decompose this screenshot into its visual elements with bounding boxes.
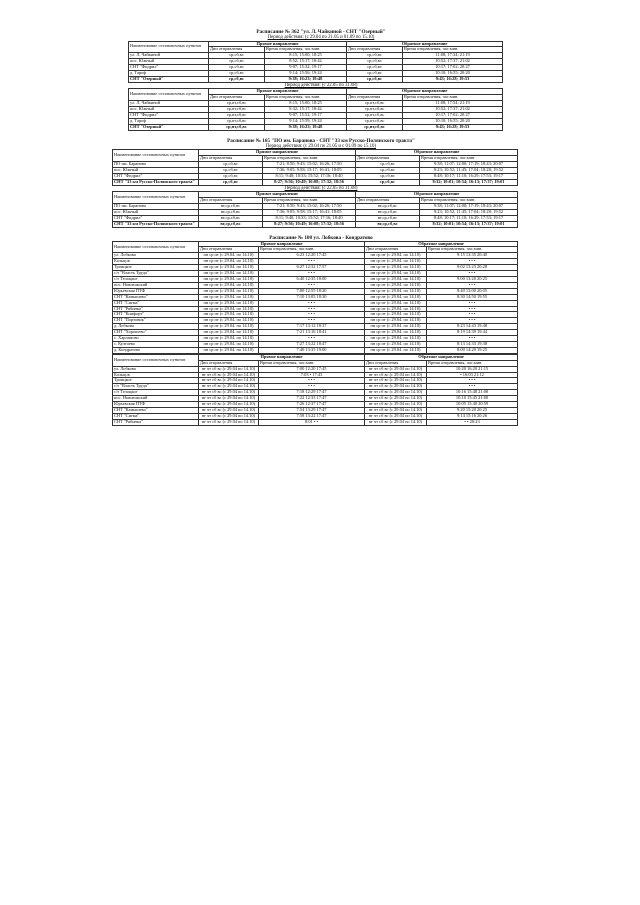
return-times-cell: • • • [427,378,518,384]
departure-times-cell: • • • [259,271,365,277]
return-days-cell: ср,пт,сб,вс [347,101,403,107]
departure-times-cell: 7:26 12:37 17:47 [259,402,365,408]
schedule-108-table-1 [112,241,518,354]
departure-times-cell: • • • [259,300,365,306]
header-stops: Наименование остановочных пунктов [113,192,199,204]
departure-days-cell: вт чт сб вс (с 29.04 по 14.10) [199,366,259,372]
departure-times-cell: 9:07; 15:32; 19:17 [265,65,347,71]
table-row [129,76,503,82]
return-times-cell: 9:15 13:35 20:40 [427,253,518,259]
header-days: Дни отправления [209,47,265,53]
departure-days-cell: пн ср пт (с 29.04. по 14.10) [199,265,259,271]
stop-name-cell: Кольцов [113,259,199,265]
return-times-cell: 9:20 15:20 20:25 [427,407,518,413]
return-times-cell: • 16:03 21:12 [427,372,518,378]
return-times-cell: • • • [427,300,518,306]
header-stops: Наименование остановочных пунктов [113,354,199,366]
departure-times-cell: • • • [259,312,365,318]
stop-name-cell: с/т "Власть Труда" [113,271,199,277]
departure-times-cell: 7:40 13:35 19:00 [259,347,365,353]
departure-days-cell: вт,ср,сб,вс [199,203,263,209]
return-times-cell: 8:00 14:20 19:25 [427,347,518,353]
return-days-cell: пн ср пт (с 29.04. по 14.10) [365,300,427,306]
return-days-cell: вт чт сб вс (с 29.04 по 14.10) [365,396,427,402]
departure-times-cell: 7:27 13:22 18:47 [259,341,365,347]
table-row [113,347,518,353]
header-times: Время отправления, час:мин. [259,360,365,366]
departure-times-cell: 8:15; 15:00; 18:25 [265,53,347,59]
departure-times-cell: • • • [259,384,365,390]
header-forward-direction: Прямое направление [199,354,365,360]
schedule-165-period-1: Период действия: (с 29.04 по 21.05 и с 01.09 по 15.10) [265,143,377,149]
departure-days-cell: вт чт сб вс (с 29.04 по 14.10) [199,378,259,384]
departure-days-cell: ср,сб,вс [209,71,265,77]
departure-days-cell: вт чт сб вс (с 29.04 по 14.10) [199,372,259,378]
return-days-cell: пн ср пт (с 29.04. по 14.10) [365,336,427,342]
header-forward-direction: Прямое направление [199,150,356,156]
header-backward-direction: Обратное направление [356,192,518,198]
departure-days-cell: пн ср пт (с 29.04. по 14.10) [199,336,259,342]
schedule-362-table-2 [128,88,503,130]
return-days-cell: ср,сб,вс [347,59,403,65]
header-times-back: Время отправления, час:мин. [420,156,518,162]
stop-name-cell: СНТ "Камышево" [113,294,199,300]
header-forward-direction: Прямое направление [199,192,356,198]
departure-times-cell: 8:01 • • [259,419,365,425]
return-times-cell: 8:23 14:43 19:48 [427,324,518,330]
stop-name-cell: СНТ "Фидрил" [129,112,209,118]
departure-days-cell: пн ср пт (с 29.04. по 14.10) [199,282,259,288]
return-times-cell: • • • [427,336,518,342]
departure-times-cell: 6:27 12:32 17:57 [259,265,365,271]
departure-days-cell: вт чт сб вс (с 29.04 по 14.10) [199,413,259,419]
table-row [113,179,518,185]
stop-name-cell: д. Лобкова [113,324,199,330]
departure-days-cell: пн ср пт (с 29.04. по 14.10) [199,277,259,283]
departure-times-cell: 9:38; 16:23; 19:48 [265,124,347,130]
departure-times-cell: 7:54 13:29 17:47 [259,407,365,413]
return-days-cell: ср,пт,сб,вс [347,124,403,130]
return-times-cell: 8:48; 10:17; 11:10; 16:29; 17:53; 19:17 [420,173,518,179]
departure-days-cell: вт,ср,сб,вс [199,221,263,227]
return-times-cell: 8:32; 10:01; 10:54; 16:13; 17:37; 19:01 [420,221,518,227]
departure-days-cell: пн ср пт (с 29.04. по 14.10) [199,306,259,312]
stop-name-cell: ул. Лобкова [113,253,199,259]
stop-name-cell: ул. Л. Чайкиной [129,53,209,59]
return-days-cell: пн ср пт (с 29.04. по 14.10) [365,330,427,336]
departure-times-cell: • • • [259,336,365,342]
departure-times-cell: 7:21; 8:50; 9:43; 15:02; 16:26; 17:50 [263,203,356,209]
table-row [129,124,503,130]
schedule-165-table-2 [112,191,518,227]
header-days: Дни отправления [199,198,263,204]
departure-times-cell: • • • [259,282,365,288]
stop-name-cell: СНТ "Комфорт" [113,312,199,318]
return-times-cell: 9:14 15:16 20:26 [427,413,518,419]
return-times-cell: 10:17; 17:02; 20:27 [403,65,503,71]
departure-times-cell: 9:38; 16:23; 19:48 [265,76,347,82]
departure-days-cell: ср,пт,сб,вс [209,101,265,107]
header-backward-direction: Обратное направление [365,354,518,360]
return-times-cell: 10:05 15:40 20:59 [427,402,518,408]
return-times-cell: 10:10; 16:55; 20:20 [403,118,503,124]
stop-name-cell: Кольцов [113,372,199,378]
stop-name-cell: СНТ "Фидрил" [113,215,199,221]
return-days-cell: вт чт сб вс (с 29.04 по 14.10) [365,402,427,408]
return-times-cell: 8:32; 10:01; 10:54; 16:13; 17:37; 19:01 [420,179,518,185]
departure-times-cell: • • • [259,306,365,312]
departure-times-cell: 7:00 12:55 18:20 [259,288,365,294]
departure-times-cell: 8:11; 9:40; 10:33; 15:52; 17:16; 18:40 [263,173,356,179]
stop-name-cell: пос. Южный [129,59,209,65]
return-days-cell: вт чт сб вс (с 29.04 по 14.10) [365,366,427,372]
departure-days-cell: ср,пт,сб,вс [209,124,265,130]
schedule-108-table-2 [112,354,518,426]
departure-days-cell: вт,ср,сб,вс [199,209,263,215]
return-days-cell: пн ср пт (с 29.04. по 14.10) [365,259,427,265]
stop-name-cell: СНТ "33 км Русско-Полянского тракта" [113,179,199,185]
return-times-cell: • • • [427,259,518,265]
stop-name-cell: ул. Лобкова [113,366,199,372]
departure-times-cell: 6:23 12:20 17:45 [259,253,365,259]
departure-days-cell: пн ср пт (с 29.04. по 14.10) [199,312,259,318]
return-days-cell: ср,сб,вс [347,71,403,77]
departure-times-cell: 7:36; 9:05; 9:58; 15:17; 16:41; 18:05 [263,209,356,215]
table-row [113,419,518,425]
return-times-cell: 9:00 13:20 20:25 [427,277,518,283]
departure-times-cell: 8:27; 9:56; 10:49; 16:08; 17:32; 18:56 [263,221,356,227]
return-days-cell: пн ср пт (с 29.04. по 14.10) [365,318,427,324]
stop-name-cell: пос. Южный [113,167,199,173]
stop-name-cell: пос. Новоюжский [113,396,199,402]
departure-days-cell: пн ср пт (с 29.04. по 14.10) [199,271,259,277]
header-backward-direction: Обратное направление [347,41,503,47]
header-forward-direction: Прямое направление [209,41,347,47]
return-days-cell: ср,сб,вс [356,162,420,168]
departure-days-cell: вт,ср,сб,вс [199,215,263,221]
stop-name-cell: Троицкое [113,378,199,384]
return-times-cell: 11:08; 17:54; 21:19 [403,101,503,107]
return-times-cell: 10:20 16:20 21:15 [427,366,518,372]
departure-times-cell: 8:27; 9:56; 10:49; 16:08; 17:32; 18:56 [263,179,356,185]
header-times-back: Время отправления, час:мин. [420,198,518,204]
departure-times-cell: • • • [259,259,365,265]
departure-times-cell: 8:15; 15:00; 18:25 [265,101,347,107]
return-days-cell: вт чт сб вс (с 29.04 по 14.10) [365,407,427,413]
header-times-back: Время отправления, час:мин. [427,247,518,253]
departure-days-cell: ср,пт,сб,вс [209,118,265,124]
return-days-cell: ср,сб,вс [347,53,403,59]
departure-days-cell: вт чт сб вс (с 29.04 по 14.10) [199,384,259,390]
return-days-cell: пн ср пт (с 29.04. по 14.10) [365,294,427,300]
return-days-cell: вт чт сб вс (с 29.04 по 14.10) [365,372,427,378]
departure-times-cell: 7:21; 8:50; 9:43; 15:02; 16:26; 17:50 [263,162,356,168]
header-forward-direction: Прямое направление [209,89,347,95]
schedule-165-table-1 [112,149,518,185]
return-times-cell: • • 20:23 [427,419,518,425]
return-times-cell: 10:10; 16:55; 20:20 [403,71,503,77]
stop-name-cell: СНТ "33 км Русско-Полянского тракта" [113,221,199,227]
return-days-cell: ср,пт,сб,вс [347,118,403,124]
departure-days-cell: пн ср пт (с 29.04. по 14.10) [199,318,259,324]
departure-days-cell: пн ср пт (с 29.04. по 14.10) [199,347,259,353]
departure-days-cell: ср,сб,вс [209,59,265,65]
schedule-page [57,26,585,426]
stop-name-cell: пос. Новоюжский [113,282,199,288]
header-times: Время отправления, час:мин. [265,47,347,53]
return-times-cell: 10:17; 17:02; 20:27 [403,112,503,118]
departure-times-cell: 9:14; 15:59; 19:24 [265,118,347,124]
schedule-362-title: Расписание № 362 "ул. Л. Чайкиной - СНТ "Озерный" [256,29,386,35]
return-times-cell: 8:13 14:33 19:38 [427,341,518,347]
return-days-cell: пн ср пт (с 29.04. по 14.10) [365,271,427,277]
departure-days-cell: вт чт сб вс (с 29.04 по 14.10) [199,396,259,402]
return-days-cell: ср,сб,вс [347,65,403,71]
departure-days-cell: ср,сб,вс [199,167,263,173]
stop-name-cell: Троицкое [113,265,199,271]
departure-times-cell: 7:21 13:16 18:41 [259,330,365,336]
header-stops: Наименование остановочных пунктов [113,150,199,162]
departure-times-cell: 7:36; 9:05; 9:58; 15:17; 16:41; 18:05 [263,167,356,173]
return-times-cell: 9:43; 16:28; 19:53 [403,76,503,82]
departure-days-cell: ср,пт,сб,вс [209,112,265,118]
header-stops: Наименование остановочных пунктов [129,89,209,101]
departure-times-cell: 7:00 12:20 17:45 [259,366,365,372]
return-times-cell: 8:40 13:00 20:05 [427,288,518,294]
stop-name-cell: СНТ "Портовик" [113,318,199,324]
stop-name-cell: ПО им. Баранова [113,162,199,168]
return-times-cell: 10:10 15:45 21:00 [427,396,518,402]
stop-name-cell: с. Култаево [113,341,199,347]
header-backward-direction: Обратное направление [356,150,518,156]
departure-times-cell: • • • [259,378,365,384]
return-times-cell: 11:08; 17:34; 21:19 [403,53,503,59]
return-times-cell: 10:16 15:48 21:08 [427,390,518,396]
return-days-cell: вт чт сб вс (с 29.04 по 14.10) [365,419,427,425]
departure-times-cell: 8:32; 15:17; 18:42 [265,107,347,113]
return-times-cell: 9:02 13:23 20:28 [427,265,518,271]
departure-days-cell: пн ср пт (с 29.04. по 14.10) [199,300,259,306]
header-days-back: Дни отправления [365,247,427,253]
stop-name-cell: ПО им. Баранова [113,203,199,209]
return-days-cell: ср,пт,сб,вс [347,112,403,118]
return-days-cell: вт чт сб вс (с 29.04 по 14.10) [365,413,427,419]
departure-times-cell: 9:14; 15:56; 19:24 [265,71,347,77]
return-times-cell: 9:23; 10:52; 11:45; 17:04; 18:28; 19:52 [420,167,518,173]
departure-days-cell: ср,сб,вс [199,179,263,185]
schedule-362-period-1: Период действия: (с 29.04 по 21.05 и 01.09 по 15.10) [267,35,375,40]
return-times-cell: • • • [427,282,518,288]
stop-name-cell: СНТ "Рябинка" [113,419,199,425]
return-days-cell: пн ср пт (с 29.04. по 14.10) [365,282,427,288]
return-times-cell: 9:23; 10:52; 11:45; 17:04; 18:28; 19:52 [420,209,518,215]
departure-times-cell: 8:11; 9:40; 10:33; 15:52; 17:16; 18:40 [263,215,356,221]
stop-name-cell: д. Тароф [129,118,209,124]
return-days-cell: ср,сб,вс [347,76,403,82]
stop-name-cell: с/т Телоцкое [113,277,199,283]
stop-name-cell: пос. Южный [113,209,199,215]
departure-days-cell: пн ср пт (с 29.04. по 14.10) [199,330,259,336]
stop-name-cell: с/т "Власть Труда" [113,384,199,390]
return-days-cell: пн ср пт (с 29.04. по 14.10) [365,312,427,318]
return-days-cell: пн ср пт (с 29.04. по 14.10) [365,341,427,347]
departure-days-cell: ср,сб,вс [199,173,263,179]
header-days-back: Дни отправления [365,360,427,366]
departure-days-cell: пн ср пт (с 29.04. по 14.10) [199,341,259,347]
departure-times-cell: • • • [259,318,365,324]
departure-days-cell: пн ср пт (с 29.04. по 14.10) [199,259,259,265]
departure-days-cell: вт чт сб вс (с 29.04 по 14.10) [199,402,259,408]
return-times-cell: • • • [427,318,518,324]
return-times-cell: 9:43; 16:28; 19:53 [403,124,503,130]
stop-name-cell: СНТ "Фидрил" [113,173,199,179]
return-days-cell: ср,сб,вс [356,173,420,179]
header-times: Время отправления, час:мин. [259,247,365,253]
departure-days-cell: пн ср пт (с 29.04. по 14.10) [199,288,259,294]
departure-days-cell: ср,сб,вс [199,162,263,168]
header-times-back: Время отправления, час:мин. [403,47,503,53]
departure-days-cell: ср,пт,сб,вс [209,107,265,113]
return-days-cell: вт,ср,сб,вс [356,215,420,221]
return-times-cell: 10:52; 17:37; 21:02 [403,59,503,65]
header-days: Дни отправления [199,360,259,366]
stop-name-cell: Юрьевская ПТФ [113,402,199,408]
header-times: Время отправления, час:мин. [263,198,356,204]
header-days: Дни отправления [209,95,265,101]
schedule-362-table-1 [128,41,503,83]
return-days-cell: вт,ср,сб,вс [356,221,420,227]
stop-name-cell: с. Харламово [113,336,199,342]
return-days-cell: вт чт сб вс (с 29.04 по 14.10) [365,390,427,396]
departure-times-cell: 7:22 12:33 17:47 [259,396,365,402]
stop-name-cell: СНТ "Камышево" [113,407,199,413]
stop-name-cell: СНТ "Озерный" [129,124,209,130]
schedule-165-period-2: Период действия: (с 22.05 по 31.08) [284,185,358,191]
return-times-cell: • • • [427,306,518,312]
header-forward-direction: Прямое направление [199,241,365,247]
stop-name-cell: СНТ "Озерный" [129,76,209,82]
return-days-cell: ср,сб,вс [356,167,420,173]
departure-days-cell: пн ср пт (с 29.04. по 14.10) [199,324,259,330]
stop-name-cell: СНТ "Рябинка" [113,306,199,312]
header-stops: Наименование остановочных пунктов [113,241,199,253]
departure-times-cell: 8:52; 15:17; 18:42 [265,59,347,65]
stop-name-cell: СНТ "Фидрил" [129,65,209,71]
return-days-cell: пн ср пт (с 29.04. по 14.10) [365,324,427,330]
departure-days-cell: ср,сб,вс [209,76,265,82]
return-times-cell: • • • [427,384,518,390]
return-times-cell: 10:52; 17:37; 21:02 [403,107,503,113]
return-days-cell: вт,ср,сб,вс [356,203,420,209]
return-days-cell: вт чт сб вс (с 29.04 по 14.10) [365,378,427,384]
return-days-cell: вт чт сб вс (с 29.04 по 14.10) [365,384,427,390]
header-days-back: Дни отправления [347,47,403,53]
return-times-cell: 8:30 14:50 19:55 [427,294,518,300]
return-times-cell: • • • [427,312,518,318]
schedule-362-period-2: Период действия: (с 22.05 по 31.08) [284,82,358,88]
departure-days-cell: ср,сб,вс [209,53,265,59]
header-times-back: Время отправления, час:мин. [427,360,518,366]
return-times-cell: 8:19 14:39 19:44 [427,330,518,336]
return-days-cell: ср,пт,сб,вс [347,107,403,113]
departure-times-cell: 7:10 13:05 18:30 [259,294,365,300]
departure-times-cell: 7:17 13:12 18:37 [259,324,365,330]
stop-name-cell: с/т Телоцкое [113,390,199,396]
departure-days-cell: пн ср пт (с 29.04. по 14.10) [199,253,259,259]
header-times: Время отправления, час:мин. [263,156,356,162]
departure-days-cell: ср,сб,вс [209,65,265,71]
header-days: Дни отправления [199,247,259,253]
header-times-back: Время отправления, час:мин. [403,95,503,101]
departure-times-cell: 6:40 12:35 18:00 [259,277,365,283]
return-days-cell: пн ср пт (с 29.04. по 14.10) [365,347,427,353]
departure-days-cell: вт чт сб вс (с 29.04 по 14.10) [199,407,259,413]
stop-name-cell: СНТ "Сигма" [113,300,199,306]
departure-times-cell: 7:03 • 17:43 [259,372,365,378]
stop-name-cell: Юрьевская ПТФ [113,288,199,294]
header-days-back: Дни отправления [356,156,420,162]
stop-name-cell: д. Тароф [129,71,209,77]
return-days-cell: вт,ср,сб,вс [356,209,420,215]
departure-days-cell: вт чт сб вс (с 29.04 по 14.10) [199,419,259,425]
header-stops: Наименование остановочных пунктов [129,41,209,53]
table-row [113,221,518,227]
return-times-cell: 8:48; 10:17; 11:10; 16:29; 17:53; 19:17 [420,215,518,221]
return-times-cell: 9:38; 11:07; 12:00; 17:19; 18:43; 20:07 [420,203,518,209]
stop-name-cell: ул. Л. Чайкиной [129,101,209,107]
header-days-back: Дни отправления [347,95,403,101]
return-days-cell: пн ср пт (с 29.04. по 14.10) [365,277,427,283]
return-times-cell: • • • [427,271,518,277]
return-days-cell: пн ср пт (с 29.04. по 14.10) [365,265,427,271]
departure-times-cell: 7:18 12:29 17:47 [259,390,365,396]
header-days: Дни отправления [199,156,263,162]
stop-name-cell: СНТ "Хорошево" [113,330,199,336]
departure-times-cell: 9:07; 15:52; 19:17 [265,112,347,118]
header-days-back: Дни отправления [356,198,420,204]
departure-days-cell: пн ср пт (с 29.04. по 14.10) [199,294,259,300]
return-days-cell: пн ср пт (с 29.04. по 14.10) [365,306,427,312]
return-days-cell: пн ср пт (с 29.04. по 14.10) [365,288,427,294]
return-days-cell: ср,сб,вс [356,179,420,185]
schedule-165-title: Расписание № 165 "ПО им. Баранова - СНТ "33 км Русско-Полянского тракта" [227,137,415,144]
departure-times-cell: 7:58 13:22 17:47 [259,413,365,419]
departure-days-cell: вт чт сб вс (с 29.04 по 14.10) [199,390,259,396]
stop-name-cell: д. Кондратово [113,347,199,353]
return-times-cell: 9:38; 11:07; 12:00; 17:19; 18:43; 20:07 [420,162,518,168]
header-backward-direction: Обратное направление [365,241,518,247]
header-times: Время отправления, час:мин. [265,95,347,101]
stop-name-cell: СНТ "Сигма" [113,413,199,419]
stop-name-cell: пос. Южный [129,107,209,113]
return-days-cell: пн ср пт (с 29.04. по 14.10) [365,253,427,259]
schedule-108-title: Расписание № 108 ул. Лобкова - Кондратово [269,234,373,241]
header-backward-direction: Обратное направление [347,89,503,95]
